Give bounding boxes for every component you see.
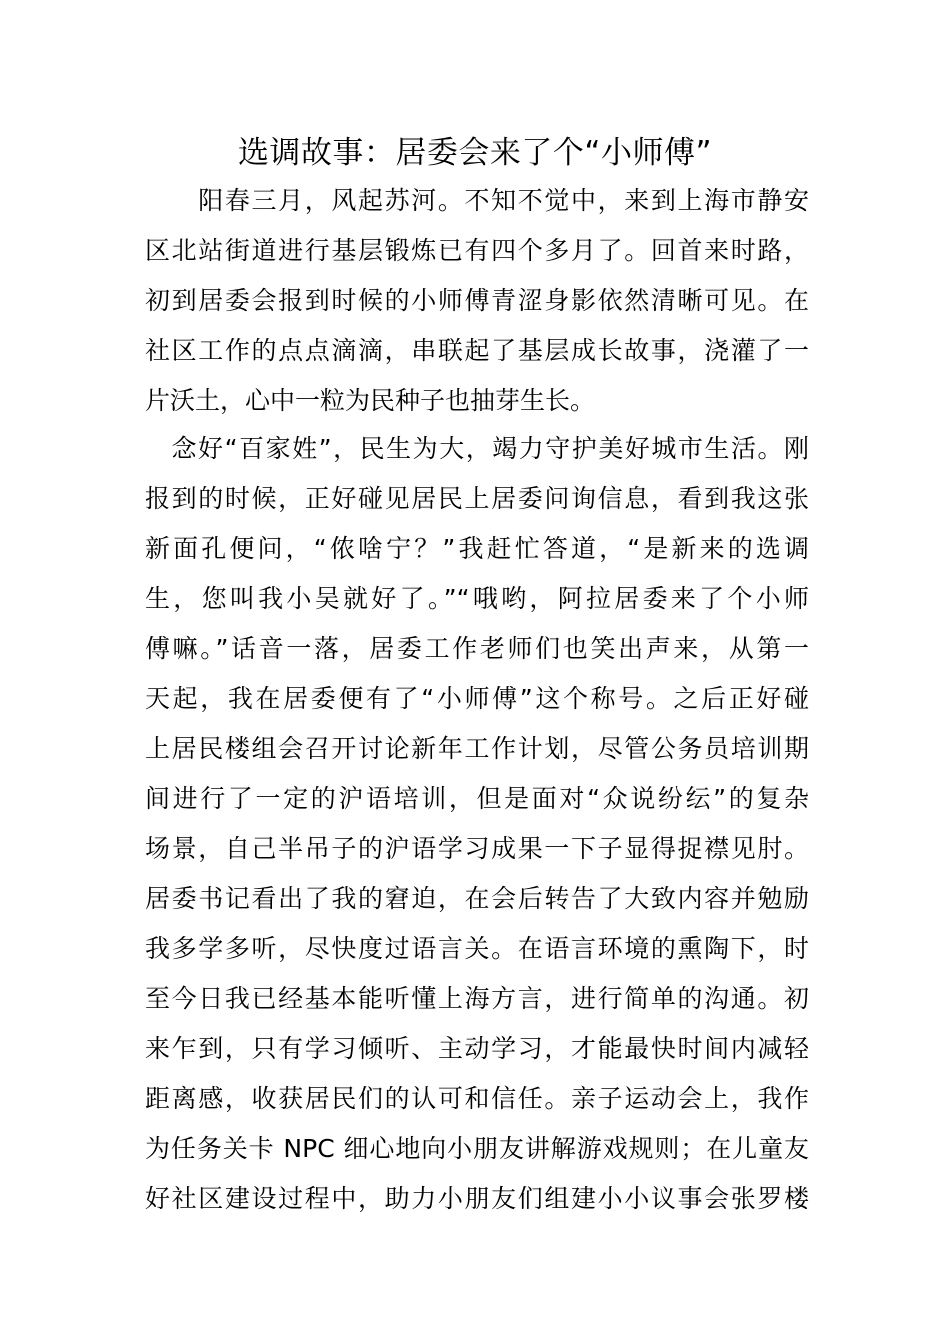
text-line: 片沃土，心中一粒为民种子也抽芽生长。 (145, 386, 596, 415)
text-line: 距离感，收获居民们的认可和信任。亲子运动会上，我作 (145, 1084, 809, 1113)
text-line: 好社区建设过程中，助力小朋友们组建小小议事会张罗楼 (145, 1184, 809, 1213)
text-line: 念好“百家姓”，民生为大，竭力守护美好城市生活。刚 (145, 434, 809, 463)
text-line: 区北站街道进行基层锻炼已有四个多月了。回首来时路， (145, 236, 809, 265)
text-line: 上居民楼组会召开讨论新年工作计划，尽管公务员培训期 (145, 734, 809, 763)
text-line: 天起，我在居委便有了“小师傅”这个称号。之后正好碰 (145, 684, 809, 713)
text-line: 居委书记看出了我的窘迫，在会后转告了大致内容并勉励 (145, 884, 809, 913)
text-line: 生，您叫我小吴就好了。”“哦哟，阿拉居委来了个小师 (145, 584, 809, 613)
text-line: 为任务关卡 NPC 细心地向小朋友讲解游戏规则；在儿童友 (145, 1134, 809, 1163)
text-line: 我多学多听，尽快度过语言关。在语言环境的熏陶下，时 (145, 934, 809, 963)
document-title: 选调故事：居委会来了个“小师傅” (237, 135, 713, 171)
text-line: 傅嘛。”话音一落，居委工作老师们也笑出声来，从第一 (145, 634, 809, 663)
text-line: 场景，自己半吊子的沪语学习成果一下子显得捉襟见肘。 (145, 834, 809, 863)
text-line: 间进行了一定的沪语培训，但是面对“众说纷纭”的复杂 (145, 784, 809, 813)
text-line: 社区工作的点点滴滴，串联起了基层成长故事，浇灌了一 (145, 336, 809, 365)
text-line: 至今日我已经基本能听懂上海方言，进行简单的沟通。初 (145, 984, 809, 1013)
text-line: 初到居委会报到时候的小师傅青涩身影依然清晰可见。在 (145, 286, 809, 315)
text-line: 来乍到，只有学习倾听、主动学习，才能最快时间内减轻 (145, 1034, 809, 1063)
text-line: 报到的时候，正好碰见居民上居委问询信息，看到我这张 (145, 484, 809, 513)
text-line: 阳春三月，风起苏河。不知不觉中，来到上海市静安 (145, 186, 809, 215)
text-line: 新面孔便问，“侬啥宁？”我赶忙答道，“是新来的选调 (145, 534, 809, 563)
